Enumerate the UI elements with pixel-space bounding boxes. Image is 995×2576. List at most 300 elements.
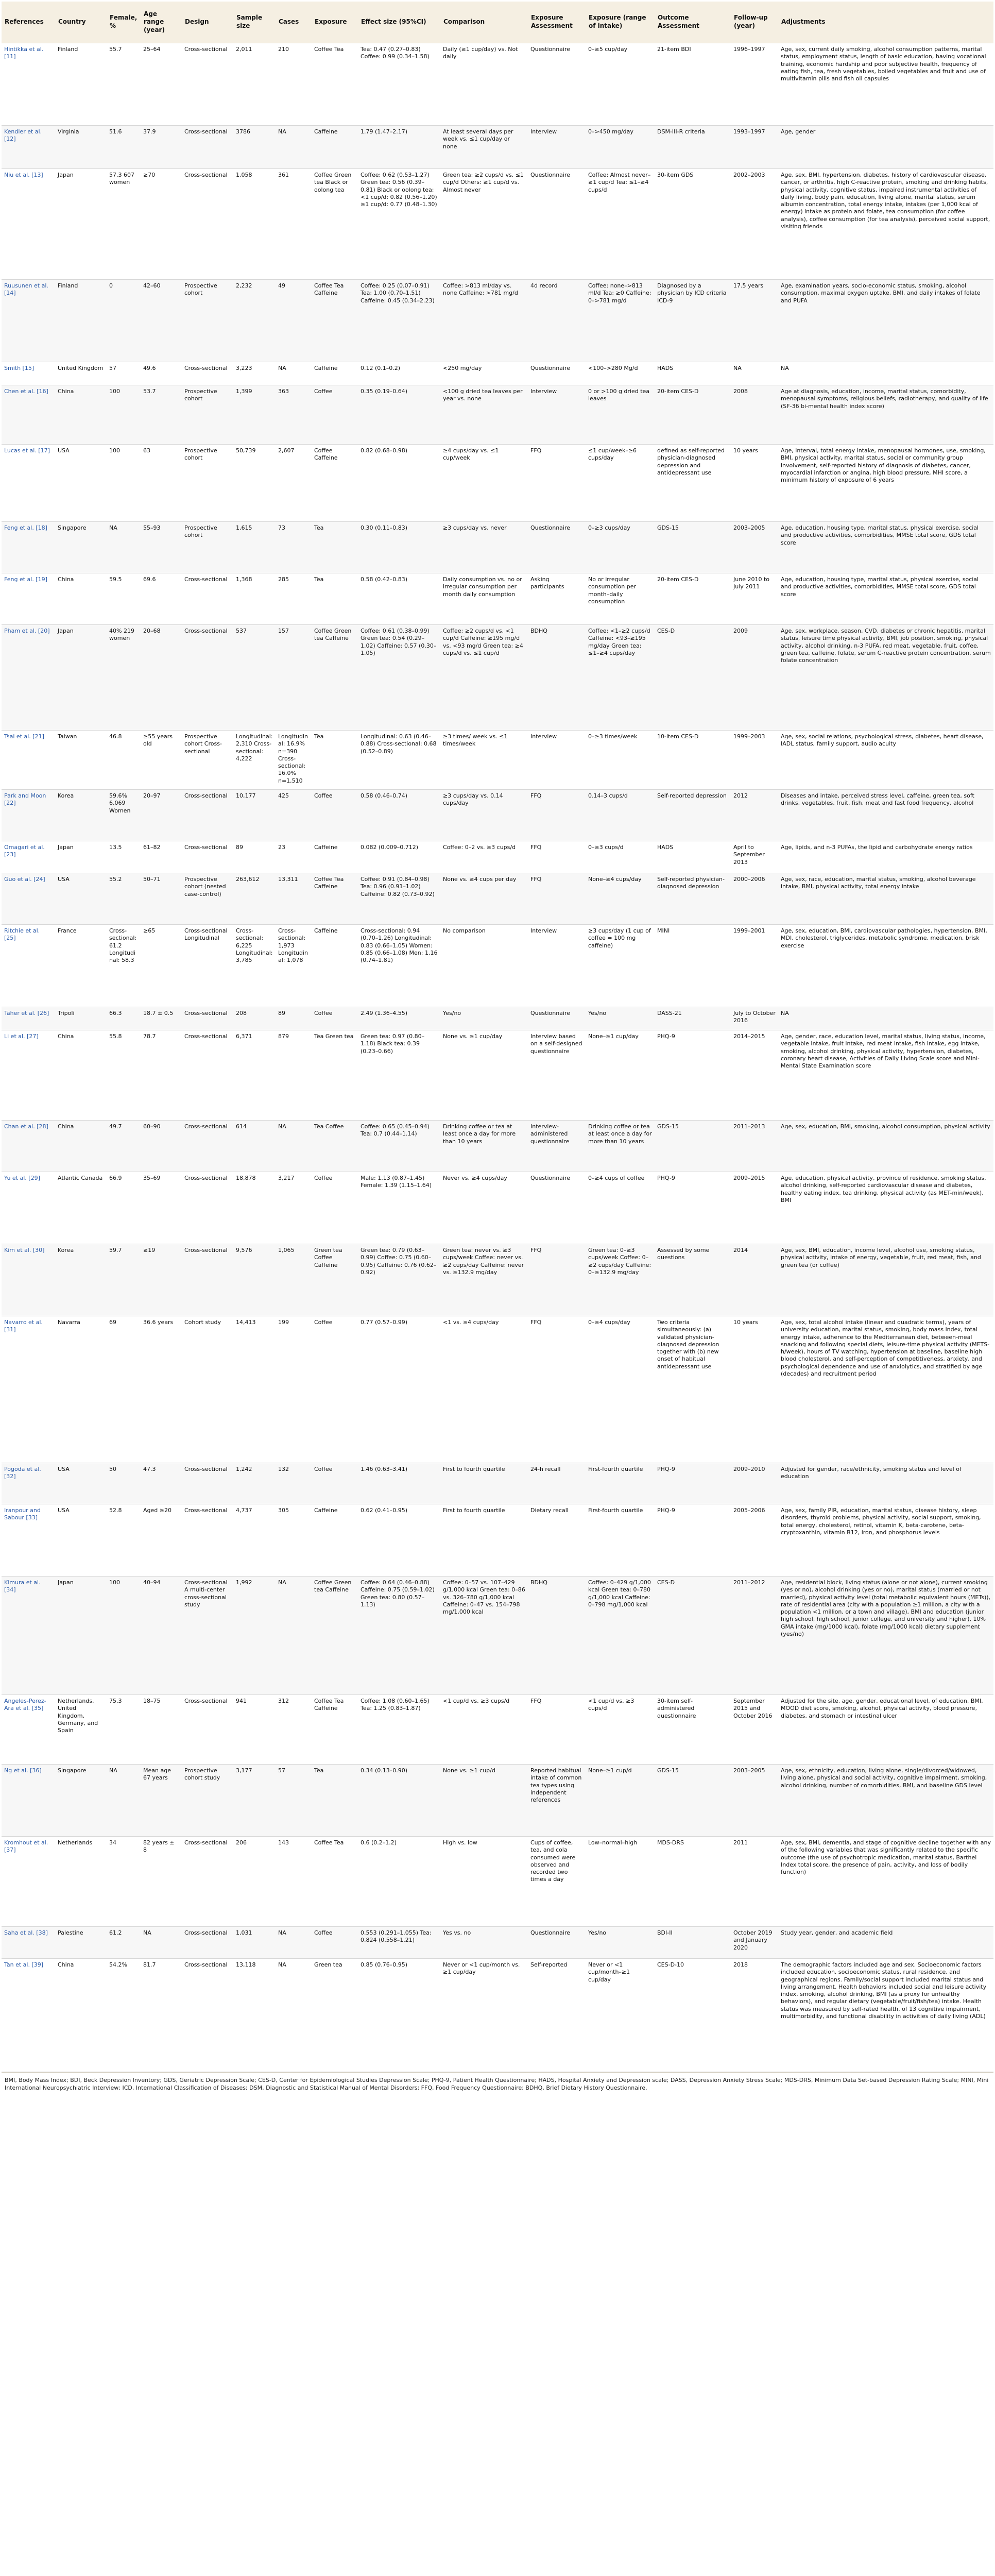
table-cell: NA [276,126,312,169]
table-cell: 0.85 (0.76–0.95) [358,1959,440,2072]
table-cell: Age, gender, race, education level, marital status, living status, income, vegetable intake, fruit intake, red meat intake, fish intake, egg intake, smoking, alcohol drinking, physical activity, hypertension, diabetes, coronary heart disease, Activities of Daily Living Scale score and Mini-Mental State Examination score [778,1030,993,1121]
table-cell: 18–75 [141,1695,182,1765]
table-row [2,925,993,1007]
table-cell: First to fourth quartile [440,1463,528,1504]
table-cell: <100 g dried tea leaves per year vs. none [440,385,528,445]
table-cell: Age at diagnosis, education, income, marital status, comorbidity, menopausal symptoms, religious beliefs, radiotherapy, and quality of life (SF-36 bi-mental health index score) [778,385,993,445]
table-cell: Japan [55,841,107,873]
table-cell: September 2015 and October 2016 [731,1695,778,1765]
table-cell: 4,737 [233,1504,276,1577]
table-cell: FFQ [528,841,586,873]
table-cell: Cross-sectional A multi-center cross-sectional study [182,1577,233,1695]
table-cell: 2011–2012 [731,1577,778,1695]
table-cell: Cross-sectional [182,1927,233,1959]
table-cell: 210 [276,43,312,126]
table-cell: Drinking coffee or tea at least once a day for more than 10 years [586,1121,655,1172]
table-cell: 10,177 [233,790,276,841]
table-cell: 9,576 [233,1244,276,1316]
column-header: Female, % [107,2,141,43]
reference-cell: Navarro et al. [31] [2,1316,55,1463]
table-cell: 10 years [731,1316,778,1463]
table-cell: 1,399 [233,385,276,445]
table-cell: 36.6 years [141,1316,182,1463]
table-cell: Questionnaire [528,1927,586,1959]
reference-cell: Ng et al. [36] [2,1765,55,1837]
table-cell: Tea: 0.47 (0.27–0.83) Coffee: 0.99 (0.34–1.58) [358,43,440,126]
table-cell: 42–60 [141,280,182,362]
table-cell: Age, sex, BMI, dementia, and stage of cognitive decline together with any of the following variables that was significantly related to the specific outcome (the use of psychotropic medication, marital status, Barthel Index total score, the presence of pain, activity, and loss of bodily function) [778,1837,993,1927]
table-cell: <250 mg/day [440,362,528,385]
table-cell: Cross-sectional [182,1030,233,1121]
table-cell: At least several days per week vs. ≤1 cup/day or none [440,126,528,169]
table-row [2,1504,993,1577]
table-cell: Age, education, physical activity, province of residence, smoking status, alcohol drinking, self-reported cardiovascular disease and diabetes, healthy eating index, tea drinking, physical activity (as MET-min/week), BMI [778,1172,993,1244]
table-cell: Coffee Tea Caffeine [312,1695,358,1765]
table-cell: CES-D [655,625,731,731]
table-cell: <1 cup/d vs. ≥3 cups/d [440,1695,528,1765]
table-cell: 66.9 [107,1172,141,1244]
table-cell: Never or <1 cup/month vs. ≥1 cup/day [440,1959,528,2072]
table-cell: Coffee Tea [312,43,358,126]
table-cell: 20–97 [141,790,182,841]
table-cell: 40–94 [141,1577,182,1695]
table-cell: 0.82 (0.68–0.98) [358,445,440,522]
table-cell: 1,368 [233,573,276,625]
table-cell: Cross-sectional [182,1695,233,1765]
table-cell: Coffee: 0–2 vs. ≥3 cups/d [440,841,528,873]
table-row [2,873,993,925]
table-cell: 2014 [731,1244,778,1316]
table-cell: Yes vs. no [440,1927,528,1959]
table-cell: Navarra [55,1316,107,1463]
table-cell: None–≥1 cup/day [586,1030,655,1121]
table-cell: ≥55 years old [141,731,182,790]
table-cell: Self-reported [528,1959,586,2072]
table-cell: NA [276,1959,312,2072]
table-row [2,169,993,280]
table-cell: DSM-III-R criteria [655,126,731,169]
reference-cell: Li et al. [27] [2,1030,55,1121]
table-cell: Age, sex, BMI, hypertension, diabetes, history of cardiovascular disease, cancer, or arthritis, high C-reactive protein, smoking and drinking habits, physical activity, cognitive status, impaired instrumental activities of daily living, body pain, education, living alone, marital status, serum albumin concentration, total energy intake, intakes (per 1,000 kcal of energy) intake as protein and folate, tea consumption (for coffee analysis), coffee consumption (for tea analysis), perceived social support, visiting friends [778,169,993,280]
table-cell: NA [107,522,141,573]
table-cell: Two criteria simultaneously: (a) validated physician-diagnosed depression together with (b) new onset of habitual antidepressant use [655,1316,731,1463]
table-cell: 57 [276,1765,312,1837]
table-cell: Coffee: 0.65 (0.45–0.94) Tea: 0.7 (0.44–1.14) [358,1121,440,1172]
table-cell: NA [107,1765,141,1837]
table-cell: Never or <1 cup/month–≥1 cup/day [586,1959,655,2072]
table-cell: 361 [276,169,312,280]
table-cell: Age, examination years, socio-economic status, smoking, alcohol consumption, maximal oxygen uptake, BMI, and daily intakes of folate and PUFA [778,280,993,362]
table-cell: 6,371 [233,1030,276,1121]
table-row [2,1577,993,1695]
table-cell: 363 [276,385,312,445]
table-cell: Coffee [312,1316,358,1463]
table-cell: 61–82 [141,841,182,873]
table-cell: Diseases and intake, perceived stress level, caffeine, green tea, soft drinks, vegetables, fruit, fish, meat and fast food frequency, alcohol [778,790,993,841]
table-cell: PHQ-9 [655,1172,731,1244]
table-cell: 50 [107,1463,141,1504]
table-cell: Tea [312,573,358,625]
table-cell: 0.34 (0.13–0.90) [358,1765,440,1837]
table-cell: 2014–2015 [731,1030,778,1121]
table-cell: 2003–2005 [731,1765,778,1837]
table-cell: 47.3 [141,1463,182,1504]
column-header: Cases [276,2,312,43]
column-header: Exposure Assessment [528,2,586,43]
table-cell: 2,232 [233,280,276,362]
table-cell: 13,311 [276,873,312,925]
table-cell: July to October 2016 [731,1007,778,1030]
table-cell: 0.082 (0.009–0.712) [358,841,440,873]
table-cell: 81.7 [141,1959,182,2072]
table-cell: 40% 219 women [107,625,141,731]
table-row [2,1695,993,1765]
table-cell: 53.7 [141,385,182,445]
table-cell: Yes/no [586,1007,655,1030]
table-cell: 0–≥3 cups/day [586,522,655,573]
table-header [2,2,993,43]
table-cell: Coffee [312,790,358,841]
table-cell: Cross-sectional [182,1504,233,1577]
table-cell: 100 [107,445,141,522]
table-cell: Tea [312,1765,358,1837]
table-cell: Cross-sectional [182,1837,233,1927]
table-cell: 49 [276,280,312,362]
table-cell: Green tea [312,1959,358,2072]
table-cell: <100–>280 Mg/d [586,362,655,385]
table-cell: Finland [55,280,107,362]
table-cell: Coffee: >813 ml/day vs. none Caffeine: >781 mg/d [440,280,528,362]
table-cell: Interview-administered questionnaire [528,1121,586,1172]
table-cell: 1999–2001 [731,925,778,1007]
table-cell: None–≥1 cup/d [586,1765,655,1837]
table-cell: 0–≥4 cups of coffee [586,1172,655,1244]
table-cell: Yes/no [586,1927,655,1959]
table-cell: Green tea: ≥2 cups/d vs. ≤1 cup/d Others: ≥1 cup/d vs. Almost never [440,169,528,280]
table-cell: Cross-sectional [182,625,233,731]
table-cell: Cups of coffee, tea, and cola consumed were observed and recorded two times a day [528,1837,586,1927]
table-cell: 59.6% 6,069 Women [107,790,141,841]
table-cell: NA [276,1577,312,1695]
table-cell: Palestine [55,1927,107,1959]
table-row [2,790,993,841]
table-cell: Coffee [312,1172,358,1244]
table-cell: 50,739 [233,445,276,522]
table-cell: Coffee [312,1463,358,1504]
table-cell: Age, residential block, living status (alone or not alone), current smoking (yes or no), alcohol drinking (yes or no), marital status (married or not married), physical activity level (total metabolic equivalent hours (METs)), rate of residential area (city with a population ≥1 million, a city with a population <1 million, or a town and village), BMI and education (junior high school, high school, junior college, and university and higher), 10% GMA intake (mg/1000 kcal), folate (mg/1000 kcal) dietary supplement (yes/no) [778,1577,993,1695]
table-cell: Interview [528,385,586,445]
table-row [2,1927,993,1959]
table-row [2,731,993,790]
table-cell: 0.6 (0.2–1.2) [358,1837,440,1927]
table-cell: 285 [276,573,312,625]
table-cell: NA [276,1927,312,1959]
table-cell: Prospective cohort [182,385,233,445]
table-cell: Korea [55,1244,107,1316]
table-cell: Adjusted for gender, race/ethnicity, smoking status and level of education [778,1463,993,1504]
table-cell: Longitudinal: 16.9% n=390 Cross-sectional: 16.0% n=1,510 [276,731,312,790]
table-cell: Reported habitual intake of common tea types using independent references [528,1765,586,1837]
table-cell: 2009–2015 [731,1172,778,1244]
table-cell: 263,612 [233,873,276,925]
table-cell: Singapore [55,1765,107,1837]
table-cell: ≥3 times/ week vs. ≤1 times/week [440,731,528,790]
table-cell: 425 [276,790,312,841]
table-cell: 37.9 [141,126,182,169]
table-cell: 100 [107,385,141,445]
table-cell: Prospective cohort study [182,1765,233,1837]
reference-cell: Kendler et al. [12] [2,126,55,169]
table-cell: PHQ-9 [655,1504,731,1577]
table-cell: 941 [233,1695,276,1765]
table-cell: 10-item CES-D [655,731,731,790]
table-cell: 0–≥4 cups/day [586,1316,655,1463]
table-cell: Aged ≥20 [141,1504,182,1577]
table-cell: 2.49 (1.36–4.55) [358,1007,440,1030]
table-cell: Coffee: none–>813 ml/d Tea: ≥0 Caffeine: 0–>781 mg/d [586,280,655,362]
table-cell: Longitudinal: 2,310 Cross-sectional: 4,222 [233,731,276,790]
table-cell: Green tea: 0–≥3 cups/week Coffee: 0–≥2 cups/day Caffeine: 0–≥132.9 mg/day [586,1244,655,1316]
table-cell: 1,992 [233,1577,276,1695]
table-cell: FFQ [528,445,586,522]
table-cell: Tea [312,522,358,573]
table-cell: 2008 [731,385,778,445]
table-cell: France [55,925,107,1007]
table-cell: Cross-sectional [182,790,233,841]
table-cell: None–≥4 cups/day [586,873,655,925]
table-cell: 0–≥3 times/week [586,731,655,790]
table-cell: Netherlands, United Kingdom, Germany, and Spain [55,1695,107,1765]
table-cell: 1,242 [233,1463,276,1504]
table-cell: Tea [312,731,358,790]
table-cell: Finland [55,43,107,126]
table-cell: ≥3 cups/day vs. 0.14 cups/day [440,790,528,841]
reference-cell: Pham et al. [20] [2,625,55,731]
table-row [2,1244,993,1316]
table-cell: Interview [528,126,586,169]
reference-cell: Tsai et al. [21] [2,731,55,790]
column-header: Effect size (95%CI) [358,2,440,43]
table-cell: Drinking coffee or tea at least once a day for more than 10 years [440,1121,528,1172]
table-cell: Low–normal–high [586,1837,655,1927]
table-cell: NA [778,1007,993,1030]
table-cell: June 2010 to July 2011 [731,573,778,625]
table-cell: 66.3 [107,1007,141,1030]
table-cell: Dietary recall [528,1504,586,1577]
table-cell: 52.8 [107,1504,141,1577]
table-cell: USA [55,1504,107,1577]
table-cell: Coffee [312,1007,358,1030]
table-cell: 14,413 [233,1316,276,1463]
table-cell: Age, education, housing type, marital status, physical exercise, social and productive activities, comorbidities, MMSE total score, GDS total score [778,573,993,625]
table-cell: FFQ [528,1695,586,1765]
table-cell: 89 [276,1007,312,1030]
table-row [2,625,993,731]
reference-cell: Iranpour and Sabour [33] [2,1504,55,1577]
table-cell: 0 or >100 g dried tea leaves [586,385,655,445]
table-cell: No or irregular consumption per month–daily consumption [586,573,655,625]
table-cell: Green tea: 0.97 (0.80–1.18) Black tea: 0.39 (0.23–0.66) [358,1030,440,1121]
table-row [2,573,993,625]
table-cell: Questionnaire [528,1007,586,1030]
column-header: References [2,2,55,43]
table-cell: 0.553 (0.291–1.055) Tea: 0.824 (0.558–1.21) [358,1927,440,1959]
table-cell: 75.3 [107,1695,141,1765]
table-cell: ≥4 cups/day vs. ≤1 cup/week [440,445,528,522]
table-cell: 0.77 (0.57–0.99) [358,1316,440,1463]
table-cell: NA [731,362,778,385]
table-cell: 18.7 ± 0.5 [141,1007,182,1030]
table-cell: Japan [55,169,107,280]
table-row [2,385,993,445]
table-cell: April to September 2013 [731,841,778,873]
table-cell: 305 [276,1504,312,1577]
table-cell: Prospective cohort Cross-sectional [182,731,233,790]
table-cell: 143 [276,1837,312,1927]
table-cell: Japan [55,625,107,731]
table-cell: 2005–2006 [731,1504,778,1577]
table-cell: Coffee Tea Caffeine [312,873,358,925]
table-cell: 30-item GDS [655,169,731,280]
table-cell: Study year, gender, and academic field [778,1927,993,1959]
reference-cell: Chan et al. [28] [2,1121,55,1172]
table-cell: Japan [55,1577,107,1695]
reference-cell: Park and Moon [22] [2,790,55,841]
reference-cell: Saha et al. [38] [2,1927,55,1959]
table-cell: 1999–2003 [731,731,778,790]
table-cell: Coffee [312,1927,358,1959]
table-row [2,1316,993,1463]
table-cell: Singapore [55,522,107,573]
table-cell: Adjusted for the site, age, gender, educational level, of education, BMI, MOOD diet score, smoking, alcohol, physical activity, blood pressure, diabetes, and stomach or intestinal ulcer [778,1695,993,1765]
column-header: Sample size [233,2,276,43]
table-cell: China [55,385,107,445]
table-cell: 21-item BDI [655,43,731,126]
reference-cell: Chen et al. [16] [2,385,55,445]
table-cell: Male: 1.13 (0.87–1.45) Female: 1.39 (1.15–1.64) [358,1172,440,1244]
table-cell: HADS [655,362,731,385]
table-cell: 0–≥3 cups/d [586,841,655,873]
table-cell: 69 [107,1316,141,1463]
reference-cell: Yu et al. [29] [2,1172,55,1244]
table-cell: Age, sex, workplace, season, CVD, diabetes or chronic hepatitis, marital status, leisure time physical activity, BMI, job position, smoking, physical activity, alcohol drinking, n-3 PUFA, red meat, vegetable, fruit, coffee, green tea, caffeine, folate, serum C-reactive protein concentration, serum folate concentration [778,625,993,731]
table-cell: October 2019 and January 2020 [731,1927,778,1959]
table-cell: 208 [233,1007,276,1030]
column-header: Country [55,2,107,43]
table-cell: GDS-15 [655,1765,731,1837]
table-cell: 61.2 [107,1927,141,1959]
table-cell: 2,607 [276,445,312,522]
table-cell: Korea [55,790,107,841]
table-cell: 614 [233,1121,276,1172]
table-cell: 25–64 [141,43,182,126]
table-cell: ≤1 cup/week–≥6 cups/day [586,445,655,522]
table-cell: Yes/no [440,1007,528,1030]
table-cell: 0.30 (0.11–0.83) [358,522,440,573]
table-cell: 69.6 [141,573,182,625]
table-cell: <1 vs. ≥4 cups/day [440,1316,528,1463]
table-cell: 23 [276,841,312,873]
table-cell: 55.7 [107,43,141,126]
reference-cell: Lucas et al. [17] [2,445,55,522]
table-cell: Coffee: 0.91 (0.84–0.98) Tea: 0.96 (0.91–1.02) Caffeine: 0.82 (0.73–0.92) [358,873,440,925]
table-cell: 1,615 [233,522,276,573]
table-cell: Prospective cohort [182,445,233,522]
table-cell: 20–68 [141,625,182,731]
table-cell: Cross-sectional [182,841,233,873]
table-cell: Cross-sectional [182,169,233,280]
table-cell: Age, gender [778,126,993,169]
table-cell: Cross-sectional Longitudinal [182,925,233,1007]
table-cell: China [55,573,107,625]
table-cell: NA [276,362,312,385]
table-cell: BDI-II [655,1927,731,1959]
table-cell: FFQ [528,1316,586,1463]
table-cell: 1,031 [233,1927,276,1959]
table-cell: PHQ-9 [655,1030,731,1121]
table-cell: Daily consumption vs. no or irregular consumption per month daily consumption [440,573,528,625]
table-cell: Caffeine [312,362,358,385]
table-row [2,1959,993,2072]
table-cell: Cross-sectional [182,1007,233,1030]
table-cell: ≥65 [141,925,182,1007]
table-cell: 2012 [731,790,778,841]
table-cell: ≥3 cups/day (1 cup of coffee = 100 mg caffeine) [586,925,655,1007]
table-cell: 1.46 (0.63–3.41) [358,1463,440,1504]
table-cell: Cohort study [182,1316,233,1463]
table-cell: 3,177 [233,1765,276,1837]
table-cell: Coffee Green tea Caffeine [312,625,358,731]
table-cell: 0.62 (0.41–0.95) [358,1504,440,1577]
table-cell: 2009–2010 [731,1463,778,1504]
table-cell: Caffeine [312,126,358,169]
reference-cell: Kimura et al. [34] [2,1577,55,1695]
table-cell: 2002–2003 [731,169,778,280]
table-cell: Questionnaire [528,43,586,126]
table-cell: Age, sex, current daily smoking, alcohol consumption patterns, marital status, employment status, length of basic education, having vocational training, economic hardship and poor subjective health, frequency of eating fish, tea, fresh vegetables, boiled vegetables and fruit and use of multivitamin pills and fish oil capsules [778,43,993,126]
table-cell: FFQ [528,1244,586,1316]
table-cell: 3,223 [233,362,276,385]
table-cell: Cross-sectional: 61.2 Longitudinal: 58.3 [107,925,141,1007]
table-cell: First-fourth quartile [586,1504,655,1577]
table-cell: Age, sex, education, BMI, smoking, alcohol consumption, physical activity [778,1121,993,1172]
table-row [2,43,993,126]
table-cell: Age, sex, ethnicity, education, living alone, single/divorced/widowed, living alone, physical and social activity, cognitive impairment, smoking, alcohol drinking, number of comorbidities, BMI, and baseline GDS level [778,1765,993,1837]
table-cell: Coffee Caffeine [312,445,358,522]
table-cell: 82 years ± 8 [141,1837,182,1927]
table-row [2,522,993,573]
table-cell: Questionnaire [528,1172,586,1244]
table-cell: USA [55,873,107,925]
table-cell: Green tea Coffee Caffeine [312,1244,358,1316]
table-cell: ≥19 [141,1244,182,1316]
table-cell: 0 [107,280,141,362]
table-cell: Cross-sectional [182,1172,233,1244]
table-cell: 0–>450 mg/day [586,126,655,169]
table-cell: 2003–2005 [731,522,778,573]
table-cell: 2009 [731,625,778,731]
table-cell: 312 [276,1695,312,1765]
table-cell: BDHQ [528,625,586,731]
table-cell: 59.5 [107,573,141,625]
reference-cell: Niu et al. [13] [2,169,55,280]
table-cell: 57.3 607 women [107,169,141,280]
table-cell: 13.5 [107,841,141,873]
table-cell: 50–71 [141,873,182,925]
table-cell: BDHQ [528,1577,586,1695]
table-cell: Coffee [312,385,358,445]
table-cell: Coffee: 0.62 (0.53–1.27) Green tea: 0.56 (0.39–0.81) Black or oolong tea: <1 cup/d: 0.82 (0.56–1.20) ≥1 cup/d: 0.77 (0.48–1.30) [358,169,440,280]
